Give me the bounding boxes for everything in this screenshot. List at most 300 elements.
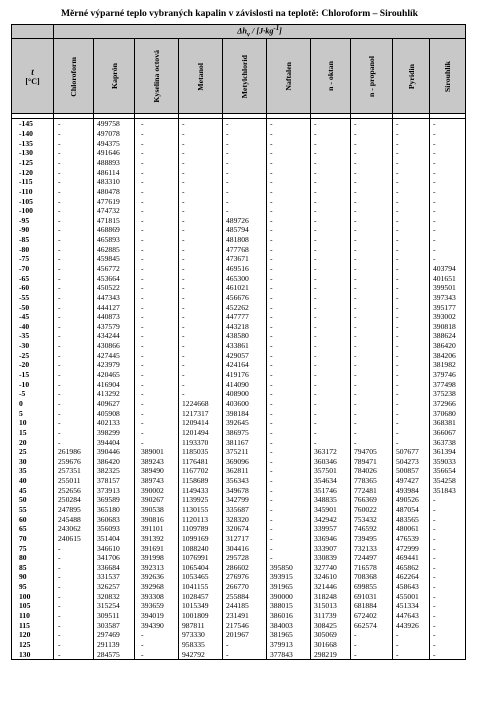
table-cell: 201967 [226,630,249,640]
table-cell: -130 [19,148,33,158]
table-cell: 10 [19,418,27,428]
table-cell: 349678 [226,485,249,495]
table-cell: -40 [19,321,30,331]
n-propanol-column [351,119,393,660]
table-cell: -85 [19,235,30,245]
table-cell: - [141,389,144,399]
table-cell: - [141,639,144,649]
table-cell: - [314,254,317,264]
table-cell: -110 [19,186,33,196]
table-cell: - [314,341,317,351]
table-cell: - [270,138,273,148]
table-cell: 255884 [226,591,249,601]
table-cell: 477768 [226,244,249,254]
table-cell: 444127 [97,302,120,312]
table-cell: - [58,302,61,312]
table-cell: - [314,244,317,254]
table-cell: - [58,273,61,283]
table-cell: - [270,321,273,331]
table-cell: 217546 [226,620,249,630]
table-cell: - [396,177,399,187]
table-cell: - [354,302,357,312]
table-cell: - [396,408,399,418]
table-cell: - [58,562,61,572]
table-cell: 453664 [97,273,120,283]
table-cell: 469441 [396,553,419,563]
table-cell: 379746 [433,370,456,380]
table-cell: 1088240 [182,543,209,553]
table-cell: 477619 [97,196,120,206]
table-cell: - [270,427,273,437]
table-cell: - [141,292,144,302]
table-cell: - [433,206,436,216]
table-cell: 760022 [354,505,377,514]
table-cell: 1028457 [182,591,209,601]
table-cell: 336946 [314,533,337,543]
table-cell: - [58,215,61,225]
table-cell: - [314,418,317,428]
table-cell: 388015 [270,601,293,611]
corner-cell [12,25,54,39]
table-cell: - [182,292,185,302]
column-label: n - oktan [326,61,335,92]
table-cell: 276976 [226,572,249,582]
quantity-header [54,25,466,39]
table-cell: 1139925 [182,495,209,505]
table-cell: 312717 [226,533,249,543]
table-cell: - [58,167,61,177]
table-cell: - [270,148,273,158]
table-cell: -105 [19,196,33,206]
column-label: Chloroform [69,56,78,97]
table-cell: 375211 [226,447,249,457]
table-cell: 390816 [141,514,164,524]
table-cell: - [433,138,436,148]
table-cell: 0 [19,398,23,408]
column-label: Metylchlorid [240,54,249,99]
table-cell: 391101 [141,524,164,534]
table-cell: 494375 [97,138,120,148]
table-cell: - [270,379,273,389]
table-cell: - [314,186,317,196]
table-cell: 381167 [226,437,249,447]
table-cell: - [58,398,61,408]
table-cell: - [270,418,273,428]
naftalen-column [267,119,311,660]
table-cell: - [396,360,399,370]
table-cell: 447643 [396,611,419,621]
table-cell: 469516 [226,263,249,273]
table-cell: 1120113 [182,514,209,524]
table-cell: 423979 [97,360,120,370]
table-cell: - [226,639,229,649]
table-cell: 363738 [433,437,456,447]
table-cell: - [354,206,357,216]
table-cell: - [354,418,357,428]
table-cell: - [58,138,61,148]
table-cell: 476539 [396,533,419,543]
table-cell: - [354,148,357,158]
column-header-kyselina-octova [135,39,179,114]
table-cell: 1224668 [182,398,209,408]
table-cell: - [354,225,357,235]
table-cell: 395177 [433,302,456,312]
table-cell: - [141,119,144,129]
table-cell: - [270,476,273,486]
table-cell: - [58,553,61,563]
column-header-sirouhlik [430,39,466,114]
table-cell: - [270,447,273,457]
column-header-kapron [94,39,135,114]
table-cell: 377843 [270,649,293,659]
table-cell: - [58,148,61,158]
table-cell: 451334 [396,601,419,611]
table-cell: -140 [19,129,33,139]
table-cell: 456772 [97,263,120,273]
table-cell: 958335 [182,639,205,649]
table-cell: -65 [19,273,30,283]
table-cell: - [141,148,144,158]
table-cell: - [433,562,436,572]
table-cell: - [396,138,399,148]
table-cell: - [354,283,357,293]
kapron-column [94,119,135,660]
table-cell: 489726 [226,215,249,225]
table-cell: 413292 [97,389,120,399]
table-cell: 351843 [433,485,456,495]
table-cell: 327740 [314,562,337,572]
table-cell: - [314,292,317,302]
table-cell: 324610 [314,572,337,582]
quantity-unit-exponent: -1 [273,25,280,32]
table-cell: - [270,456,273,466]
table-cell: 386420 [97,456,120,466]
table-cell: - [226,649,229,659]
table-cell: - [270,514,273,524]
table-cell: - [354,119,357,129]
table-cell: - [354,157,357,167]
table-cell: 379913 [270,639,293,649]
table-cell: 778365 [354,476,377,486]
table-cell: - [182,273,185,283]
table-cell: -100 [19,206,33,216]
table-cell: -25 [19,350,30,360]
table-cell: 724497 [354,553,377,563]
table-cell: - [270,167,273,177]
table-cell: 244185 [226,601,249,611]
table-cell: 507677 [396,447,419,457]
table-cell: - [141,630,144,640]
table-cell: 716578 [354,562,377,572]
table-cell: - [433,129,436,139]
table-cell: - [396,263,399,273]
table-cell: 459845 [97,254,120,264]
table-cell: 320832 [97,591,120,601]
table-cell: 392313 [141,562,164,572]
table-cell: - [58,630,61,640]
table-cell: 359033 [433,456,456,466]
table-cell: - [58,639,61,649]
table-cell: - [141,167,144,177]
table-cell: 434244 [97,331,120,341]
table-cell: 391392 [141,533,164,543]
table-cell: 473671 [226,254,249,264]
table-cell: - [58,418,61,428]
table-cell: 483565 [396,514,419,524]
table-cell: 377498 [433,379,456,389]
table-cell: - [58,312,61,322]
table-cell: 298219 [314,649,337,659]
table-cell: - [182,283,185,293]
table-cell: 373913 [97,485,120,495]
table-cell: - [314,437,317,447]
table-cell: 429057 [226,350,249,360]
table-cell: 394019 [141,611,164,621]
table-cell: - [141,649,144,659]
table-cell: 30 [19,456,27,466]
table-cell: - [396,398,399,408]
quantity-unit: / [J·kg [249,26,274,36]
table-cell: - [141,331,144,341]
table-cell: 390818 [433,321,456,331]
table-cell: - [396,254,399,264]
table-cell: - [354,138,357,148]
table-cell: 1076991 [182,553,209,563]
table-cell: - [433,196,436,206]
table-cell: 409627 [97,398,120,408]
table-cell: 393002 [433,312,456,322]
table-cell: 40 [19,476,27,486]
table-cell: - [58,649,61,659]
table-cell: - [270,331,273,341]
table-cell: 90 [19,572,27,582]
table-cell: - [270,254,273,264]
table-cell: - [314,157,317,167]
table-cell: 390000 [270,591,293,601]
table-cell: -120 [19,167,33,177]
table-cell: 375238 [433,389,456,399]
table-cell: 772481 [354,485,377,495]
table-cell: - [141,273,144,283]
table-cell: - [433,244,436,254]
table-cell: 342799 [226,495,249,505]
table-cell: - [141,398,144,408]
table-cell: 493984 [396,485,419,495]
table-cell: 746592 [354,524,377,534]
table-cell: 465893 [97,235,120,245]
table-cell: 80 [19,553,27,563]
table-cell: - [270,119,273,129]
table-cell: - [58,331,61,341]
table-cell: - [141,418,144,428]
table-cell: 789471 [354,456,377,466]
table-cell: - [270,398,273,408]
table-cell: - [354,341,357,351]
table-cell: 391965 [270,582,293,592]
table-cell: 392636 [141,572,164,582]
table-cell: 1053465 [182,572,209,582]
table-cell: - [182,148,185,158]
table-cell: - [433,591,436,601]
temperature-unit: [°C] [25,76,40,86]
table-cell: -145 [19,119,33,129]
table-cell: 488893 [97,157,120,167]
table-cell: - [433,543,436,553]
table-cell: 386975 [226,427,249,437]
table-cell: 452262 [226,302,249,312]
table-cell: - [58,379,61,389]
table-cell: 447343 [97,292,120,302]
metanol-column [179,119,223,660]
table-cell: - [433,533,436,543]
table-cell: 398184 [226,408,249,418]
temperature-symbol: t [31,66,34,77]
table-cell: 368381 [433,418,456,428]
table-cell: - [270,360,273,370]
table-cell: - [314,312,317,322]
table-cell: - [354,639,357,649]
table-cell: 405908 [97,408,120,418]
table-cell: 766369 [354,495,377,505]
table-cell: - [314,398,317,408]
table-cell: 259676 [58,456,81,466]
table-cell: 393308 [141,591,164,601]
table-cell: - [58,292,61,302]
table-cell: - [314,196,317,206]
table-cell: - [396,427,399,437]
table-cell: 386420 [433,341,456,351]
table-cell: 403794 [433,263,456,273]
table-cell: 401651 [433,273,456,283]
table-cell: 243062 [58,524,81,534]
column-header-chloroform [54,39,94,114]
page-title: Měrné výparné teplo vybraných kapalin v závislosti na teplotě: Chloroform – Sirouhlík [60,8,419,19]
table-cell: - [141,427,144,437]
table-cell: - [396,331,399,341]
table-cell: - [433,225,436,235]
table-cell: 245488 [58,514,81,524]
table-cell: - [354,350,357,360]
table-cell: - [396,630,399,640]
table-cell: - [396,341,399,351]
table-cell: - [433,524,436,534]
table-cell: 433861 [226,341,249,351]
table-cell: - [182,196,185,206]
table-cell: -60 [19,283,30,293]
table-cell: - [141,302,144,312]
table-cell: - [433,639,436,649]
table-cell: - [354,379,357,389]
table-cell: 403600 [226,398,249,408]
table-cell: 384206 [433,350,456,360]
table-cell: 304416 [226,543,249,553]
quantity-unit-close: ] [279,26,282,36]
table-cell: - [314,138,317,148]
table-cell: 486114 [97,167,120,177]
table-cell: - [433,582,436,592]
table-cell: 5 [19,408,23,418]
table-cell: - [314,273,317,283]
table-cell: - [314,331,317,341]
table-cell: 732133 [354,543,377,553]
table-cell: - [270,505,273,514]
table-cell: -10 [19,379,30,389]
table-cell: - [182,370,185,380]
table-cell: - [270,196,273,206]
table-cell: - [270,177,273,187]
table-cell: 326257 [97,582,120,592]
table-cell: 394390 [141,620,164,630]
table-cell: - [270,341,273,351]
table-cell: - [396,167,399,177]
table-cell: 120 [19,630,31,640]
table-cell: 1015349 [182,601,209,611]
table-cell: - [314,119,317,129]
table-cell: - [354,215,357,225]
table-cell: - [433,601,436,611]
table-cell: - [396,292,399,302]
table-cell: - [182,312,185,322]
table-cell: 75 [19,543,27,553]
table-cell: - [58,370,61,380]
table-cell: 351746 [314,485,337,495]
table-cell: 266770 [226,582,249,592]
table-cell: - [182,167,185,177]
table-cell: - [314,370,317,380]
temperature-column [12,119,54,660]
table-cell: - [354,408,357,418]
table-cell: 447777 [226,312,249,322]
table-cell: - [141,263,144,273]
table-cell: - [314,206,317,216]
table-cell: 443218 [226,321,249,331]
table-cell: - [270,466,273,476]
table-cell: 315013 [314,601,337,611]
table-cell: 95 [19,582,27,592]
table-cell: 328320 [226,514,249,524]
table-cell: - [226,196,229,206]
table-cell: - [396,283,399,293]
table-cell: - [58,254,61,264]
table-cell: - [433,254,436,264]
table-cell: 70 [19,533,27,543]
table-cell: - [270,533,273,543]
table-cell: 363172 [314,447,337,457]
table-cell: - [182,331,185,341]
table-cell: 331537 [97,572,120,582]
table-cell: - [58,196,61,206]
column-label: Naftalen [284,62,293,91]
table-cell: - [314,350,317,360]
table-cell: 474732 [97,206,120,216]
table-cell: 356093 [97,524,120,534]
table-cell: - [270,283,273,293]
table-cell: - [141,341,144,351]
table-cell: - [270,186,273,196]
table-cell: - [182,254,185,264]
table-cell: 1109789 [182,524,209,534]
table-cell: 393915 [270,572,293,582]
table-cell: - [396,273,399,283]
table-cell: - [396,649,399,659]
table-cell: 487054 [396,505,419,514]
table-cell: 372966 [433,398,456,408]
table-cell: - [141,370,144,380]
table-cell: - [58,129,61,139]
table-cell: 468869 [97,225,120,235]
table-cell: 356654 [433,466,456,476]
table-cell: - [270,235,273,245]
